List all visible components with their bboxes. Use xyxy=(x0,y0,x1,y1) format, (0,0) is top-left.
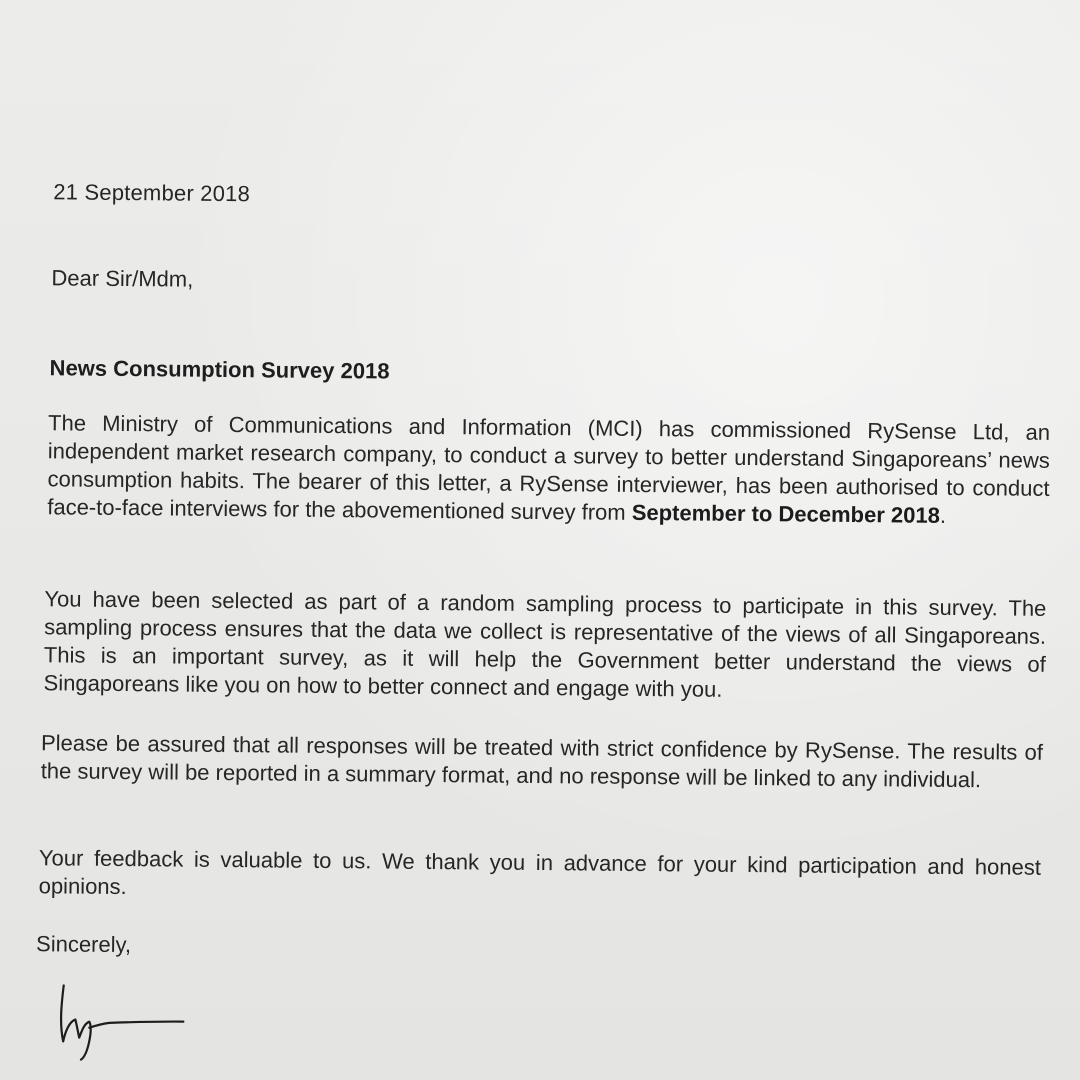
paragraph-intro-text: The Ministry of Communications and Information (MCI) has commissioned RySense Ltd, an independent market research company, to conduct a survey to better understand Singaporeans’ news consumption habits. The bearer of this letter, a RySense interviewer, has been authorised to conduct face-to-face interviews for the abovementioned survey from xyxy=(47,410,1051,525)
paragraph-thanks: Your feedback is valuable to us. We thank you in advance for your kind participation and honest opinions. xyxy=(38,845,1042,900)
letter-subject: News Consumption Survey 2018 xyxy=(49,355,390,384)
paragraph-intro xyxy=(47,409,1050,531)
closing: Sincerely, xyxy=(35,931,132,958)
salutation: Dear Sir/Mdm, xyxy=(51,265,194,292)
paragraph-intro-end: . xyxy=(939,502,947,528)
paragraph-confidentiality: Please be assured that all responses will be treated with strict confidence by RySense. The results of the survey will be reported in a summary format, and no response will be linked to any individual. xyxy=(40,730,1044,793)
survey-period: September to December 2018 xyxy=(631,499,941,528)
paragraph-sampling: You have been selected as part of a random sampling process to participate in this survey. The sampling process ensures that the data we collect is representative of the views of all Singaporeans. This is an important survey, as it will help the Government better understand the views of Singaporeans like you on how to better connect and engage with you. xyxy=(43,586,1047,702)
letter-date: 21 September 2018 xyxy=(53,179,251,207)
handwritten-signature-icon xyxy=(51,975,202,1066)
